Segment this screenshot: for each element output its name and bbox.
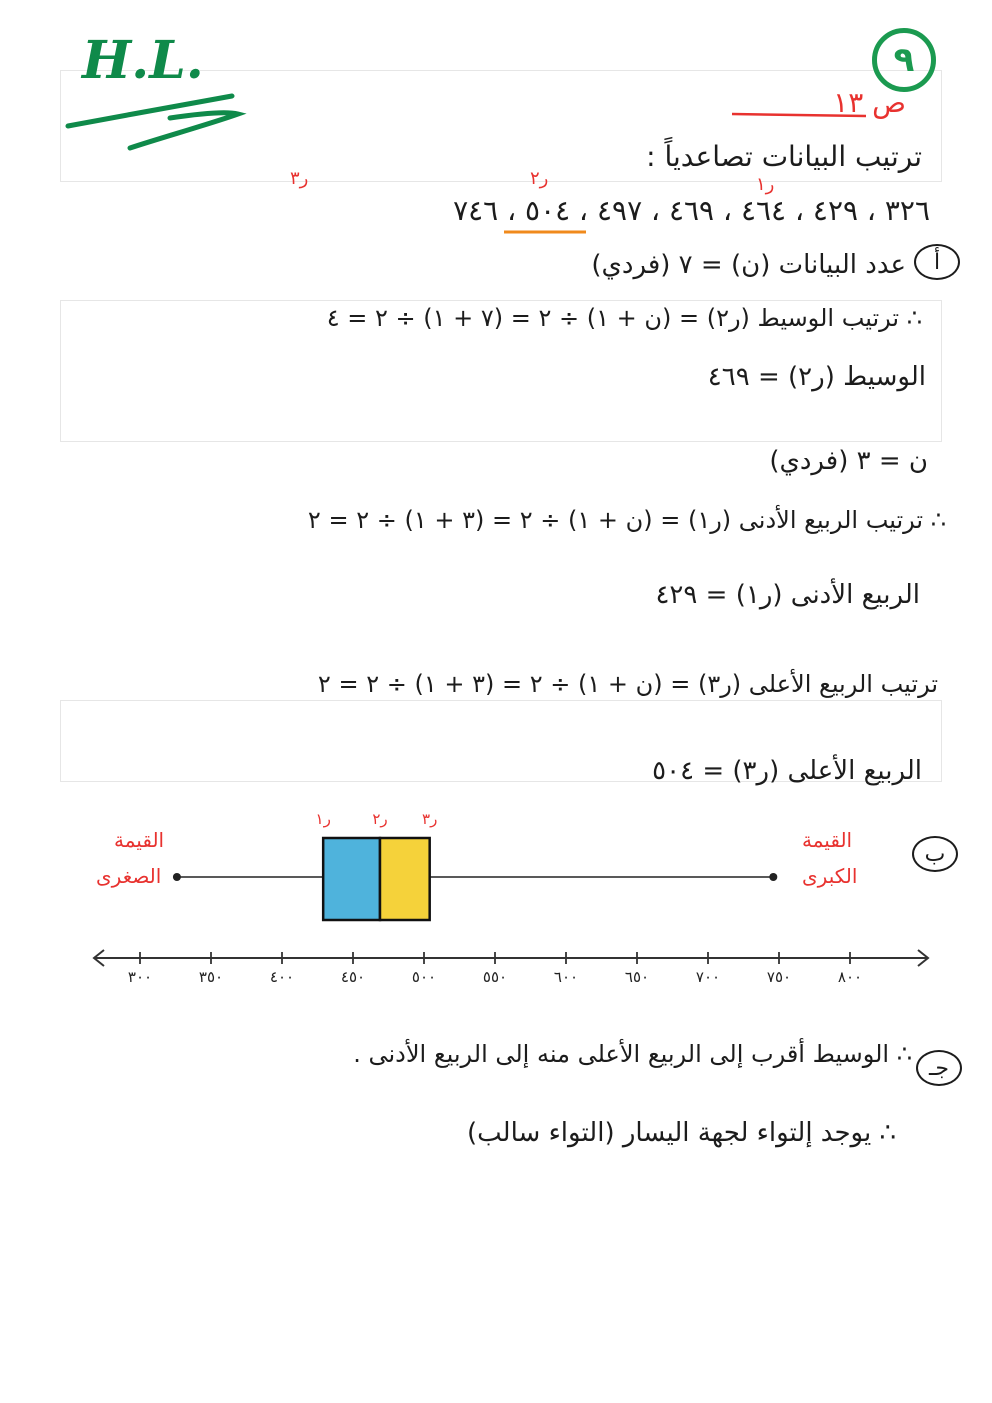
teacher-logo: H.L. [82,30,204,91]
median-order-line: ∴ ترتيب الوسيط (ر٢) = (ن + ١) ÷ ٢ = (٧ + ١) ÷ ٢ = ٤ [326,304,922,332]
axis-tick-label: ٣٠٠ [127,968,153,986]
logo-underline-icon [60,78,250,158]
marker-q2: ر٢ [530,168,549,189]
axis-tick-label: ٦٥٠ [624,968,650,986]
intro-title: ترتيب البيانات تصاعدياً : [646,140,922,173]
min-label-line2: الصغرى [96,864,162,888]
n-half-line: ن = ٣ (فردي) [769,446,928,476]
max-label-line2: الكبرى [802,864,858,888]
axis-tick-label: ٧٥٠ [766,968,792,986]
q3-value-line: الربيع الأعلى (ر٣) = ٥٠٤ [652,756,922,786]
median-highlight-underline [500,226,590,238]
conclusion-line1: ∴ الوسيط أقرب إلى الربيع الأعلى منه إلى الربيع الأدنى . [353,1040,912,1068]
marker-q3: ر٣ [290,168,309,189]
lower-box [323,838,380,920]
box-marker-q1: ر١ [315,810,331,828]
upper-box [380,838,430,920]
q3-order-line: ترتيب الربيع الأعلى (ر٣) = (ن + ١) ÷ ٢ = (٣ + ١) ÷ ٢ = ٢ [317,670,938,698]
part-c-label: جـ [916,1050,962,1086]
count-line: عدد البيانات (ن) = ٧ (فردي) [591,250,906,280]
axis-tick-label: ٨٠٠ [837,968,863,986]
max-label-line1: القيمة [802,828,853,852]
data-sequence: ٣٢٦ ، ٤٢٩ ، ٤٦٤ ، ٤٦٩ ، ٤٩٧ ، ٥٠٤ ، ٧٤٦ [453,194,930,227]
axis-tick-label: ٥٠٠ [411,968,437,986]
reference-underline-icon [730,108,870,122]
axis-tick-label: ٥٥٠ [482,968,508,986]
conclusion-line2: ∴ يوجد إلتواء لجهة اليسار (التواء سالب) [467,1118,896,1148]
marker-q1: ر١ [756,174,775,195]
axis-tick-label: ٦٠٠ [553,968,579,986]
q1-value-line: الربيع الأدنى (ر١) = ٤٢٩ [655,580,920,610]
max-point [769,873,777,881]
axis-tick-label: ٧٠٠ [695,968,721,986]
part-a-label: أ [914,244,960,280]
min-label-line1: القيمة [114,828,165,852]
min-point [173,873,181,881]
box-marker-q3: ر٣ [422,810,438,828]
part-b-label: ب [912,836,958,872]
axis-tick-label: ٤٠٠ [269,968,295,986]
axis-tick-label: ٣٥٠ [198,968,224,986]
box-marker-q2: ر٢ [372,810,388,828]
median-value-line: الوسيط (ر٢) = ٤٦٩ [707,362,926,392]
q1-order-line: ∴ ترتيب الربيع الأدنى (ر١) = (ن + ١) ÷ ٢ = (٣ + ١) ÷ ٢ = ٢ [307,506,946,534]
page-number-badge: ٩ [872,28,936,92]
axis-tick-label: ٤٥٠ [340,968,366,986]
page-reference: ص ١٣ [833,86,906,119]
